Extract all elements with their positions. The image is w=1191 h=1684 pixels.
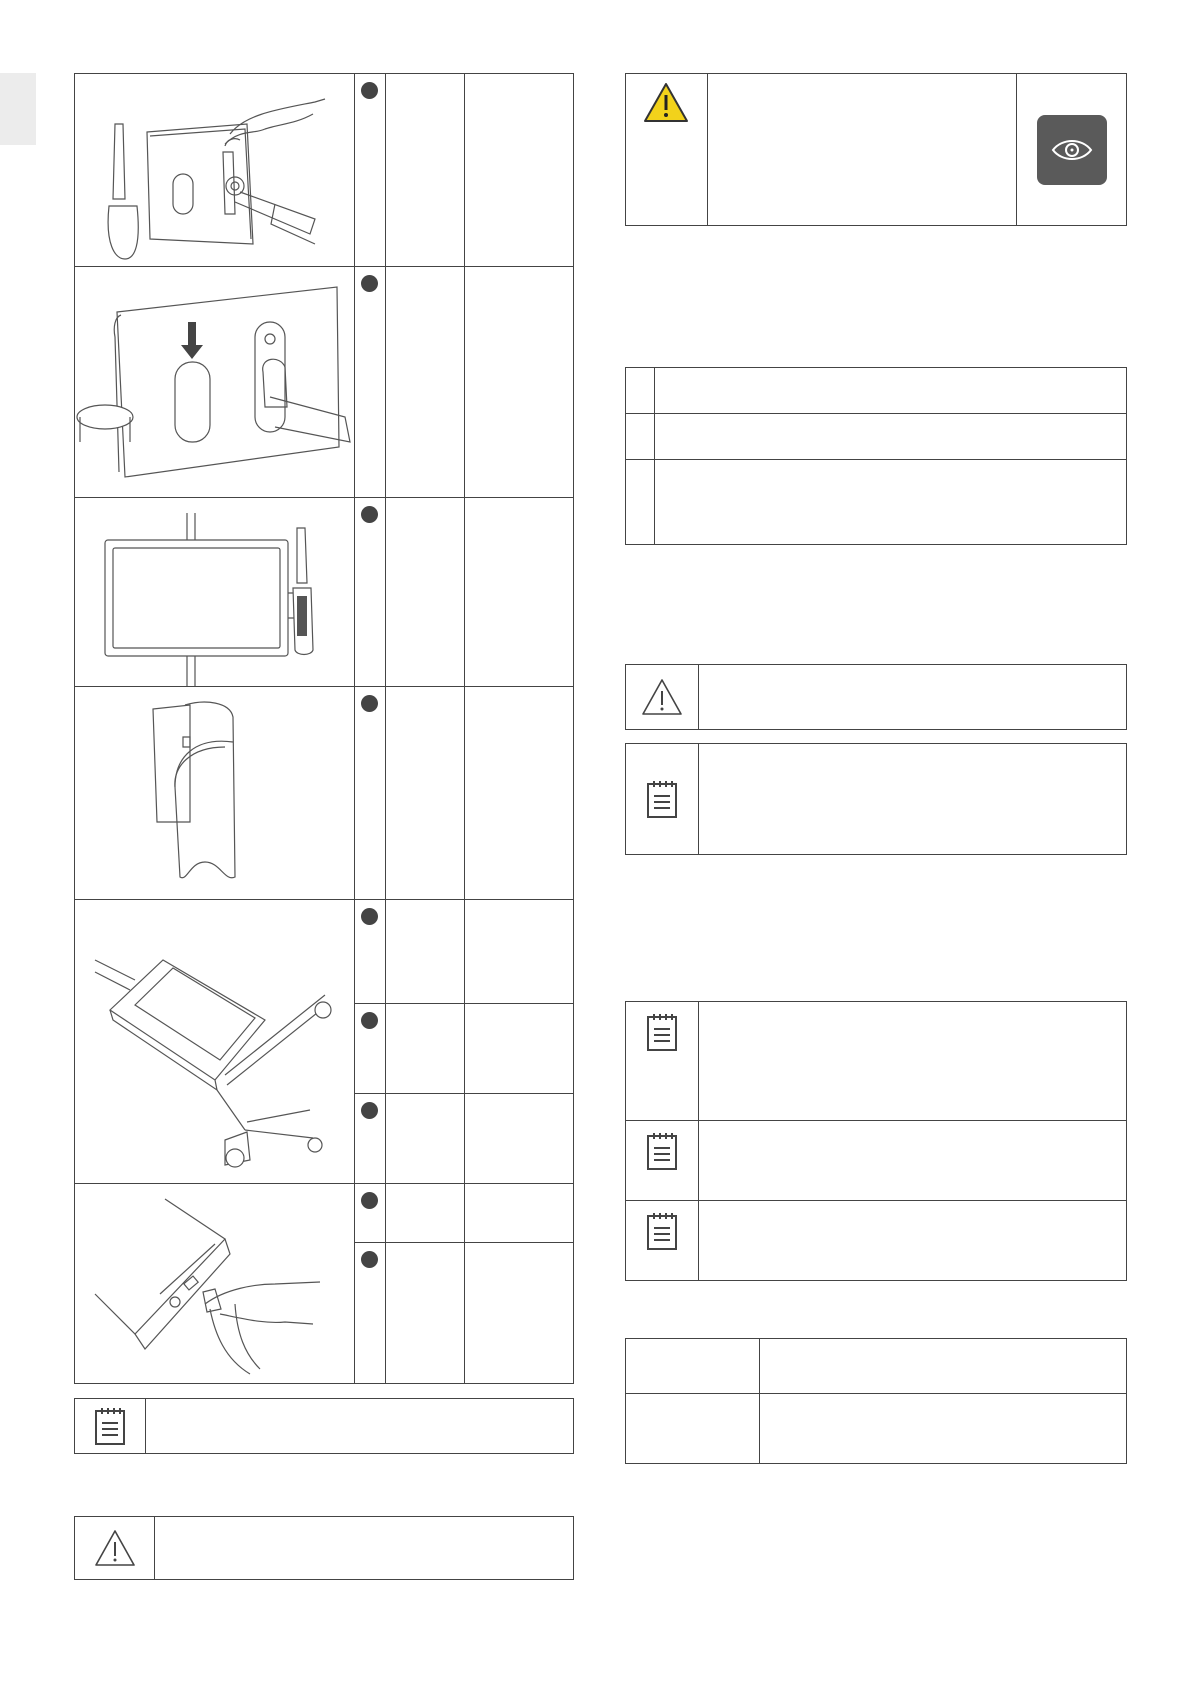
hand-mounting-holder-plate-illustration	[75, 74, 354, 266]
numbered-list-table	[625, 367, 1127, 545]
step-text-cell	[385, 1242, 465, 1384]
step-number-cell	[354, 1003, 386, 1094]
step-number-cell	[354, 1242, 386, 1384]
pc-mounted-on-cart-illustration	[75, 900, 354, 1183]
step-text-cell	[464, 1003, 574, 1094]
warning-box	[625, 664, 1127, 730]
connecting-cable-illustration	[75, 1184, 354, 1383]
list-item	[654, 459, 1127, 545]
step-bullet	[361, 1192, 378, 1209]
step-bullet	[361, 506, 378, 523]
step-image-cell	[74, 686, 355, 900]
step-image-cell	[74, 266, 355, 498]
note-box	[625, 743, 1127, 855]
warning-icon	[93, 1528, 137, 1568]
monitor-with-scanner-illustration	[75, 498, 354, 686]
step-bullet	[361, 275, 378, 292]
warning-icon-cell	[625, 664, 699, 730]
note-text-cell	[145, 1398, 574, 1454]
note-icon-cell	[625, 743, 699, 855]
hazard-text-cell	[707, 73, 1017, 226]
step-text-cell	[385, 686, 465, 900]
step-text-cell	[464, 1093, 574, 1184]
warning-text-cell	[698, 664, 1127, 730]
step-bullet	[361, 695, 378, 712]
spec-value-cell	[759, 1393, 1127, 1464]
warning-icon	[640, 677, 684, 717]
step-text-cell	[385, 73, 465, 267]
step-text-cell	[464, 686, 574, 900]
note-icon-cell	[74, 1398, 146, 1454]
scanner-holder-cup-illustration	[75, 687, 354, 899]
note-icon	[645, 1131, 679, 1171]
step-bullet	[361, 1251, 378, 1268]
step-text-cell	[464, 266, 574, 498]
warning-box	[74, 1516, 574, 1580]
warning-icon-cell	[74, 1516, 155, 1580]
note-box	[74, 1398, 574, 1454]
step-number-cell	[354, 497, 386, 687]
warning-text-cell	[154, 1516, 574, 1580]
note-icon-cell	[625, 1120, 699, 1201]
step-bullet	[361, 1012, 378, 1029]
note-text-cell	[698, 1001, 1127, 1121]
eye-icon	[1037, 115, 1107, 185]
step-text-cell	[385, 497, 465, 687]
list-item	[654, 413, 1127, 460]
hazard-warning-box	[625, 73, 1127, 226]
note-icon	[645, 779, 679, 819]
spec-value-cell	[759, 1338, 1127, 1394]
note-icon-cell	[625, 1001, 699, 1121]
step-image-cell	[74, 73, 355, 267]
step-number-cell	[354, 1093, 386, 1184]
steps-table	[74, 73, 574, 1384]
list-index-cell	[625, 459, 655, 545]
note-icon-cell	[625, 1200, 699, 1281]
note-text-cell	[698, 1200, 1127, 1281]
warning-yellow-icon	[643, 82, 689, 124]
step-text-cell	[464, 899, 574, 1004]
step-number-cell	[354, 266, 386, 498]
plate-slide-down-illustration	[75, 267, 354, 497]
step-number-cell	[354, 899, 386, 1004]
step-image-cell	[74, 1183, 355, 1384]
step-number-cell	[354, 686, 386, 900]
list-item	[654, 367, 1127, 414]
step-number-cell	[354, 1183, 386, 1243]
step-text-cell	[464, 73, 574, 267]
step-bullet	[361, 82, 378, 99]
step-image-cell	[74, 899, 355, 1184]
notes-group	[625, 1001, 1127, 1281]
step-text-cell	[385, 1003, 465, 1094]
side-tab	[0, 73, 36, 145]
step-text-cell	[464, 1242, 574, 1384]
list-index-cell	[625, 413, 655, 460]
eye-icon-cell	[1016, 73, 1127, 226]
step-number-cell	[354, 73, 386, 267]
step-text-cell	[385, 266, 465, 498]
spec-label-cell	[625, 1338, 760, 1394]
note-icon	[93, 1406, 127, 1446]
step-text-cell	[464, 1183, 574, 1243]
step-text-cell	[385, 1183, 465, 1243]
spec-label-cell	[625, 1393, 760, 1464]
note-icon	[645, 1012, 679, 1052]
note-text-cell	[698, 743, 1127, 855]
note-text-cell	[698, 1120, 1127, 1201]
list-index-cell	[625, 367, 655, 414]
note-icon	[645, 1211, 679, 1251]
step-text-cell	[385, 899, 465, 1004]
step-image-cell	[74, 497, 355, 687]
hazard-icon-cell	[625, 73, 708, 226]
step-text-cell	[464, 497, 574, 687]
step-bullet	[361, 1102, 378, 1119]
step-text-cell	[385, 1093, 465, 1184]
spec-table	[625, 1338, 1127, 1464]
step-bullet	[361, 908, 378, 925]
